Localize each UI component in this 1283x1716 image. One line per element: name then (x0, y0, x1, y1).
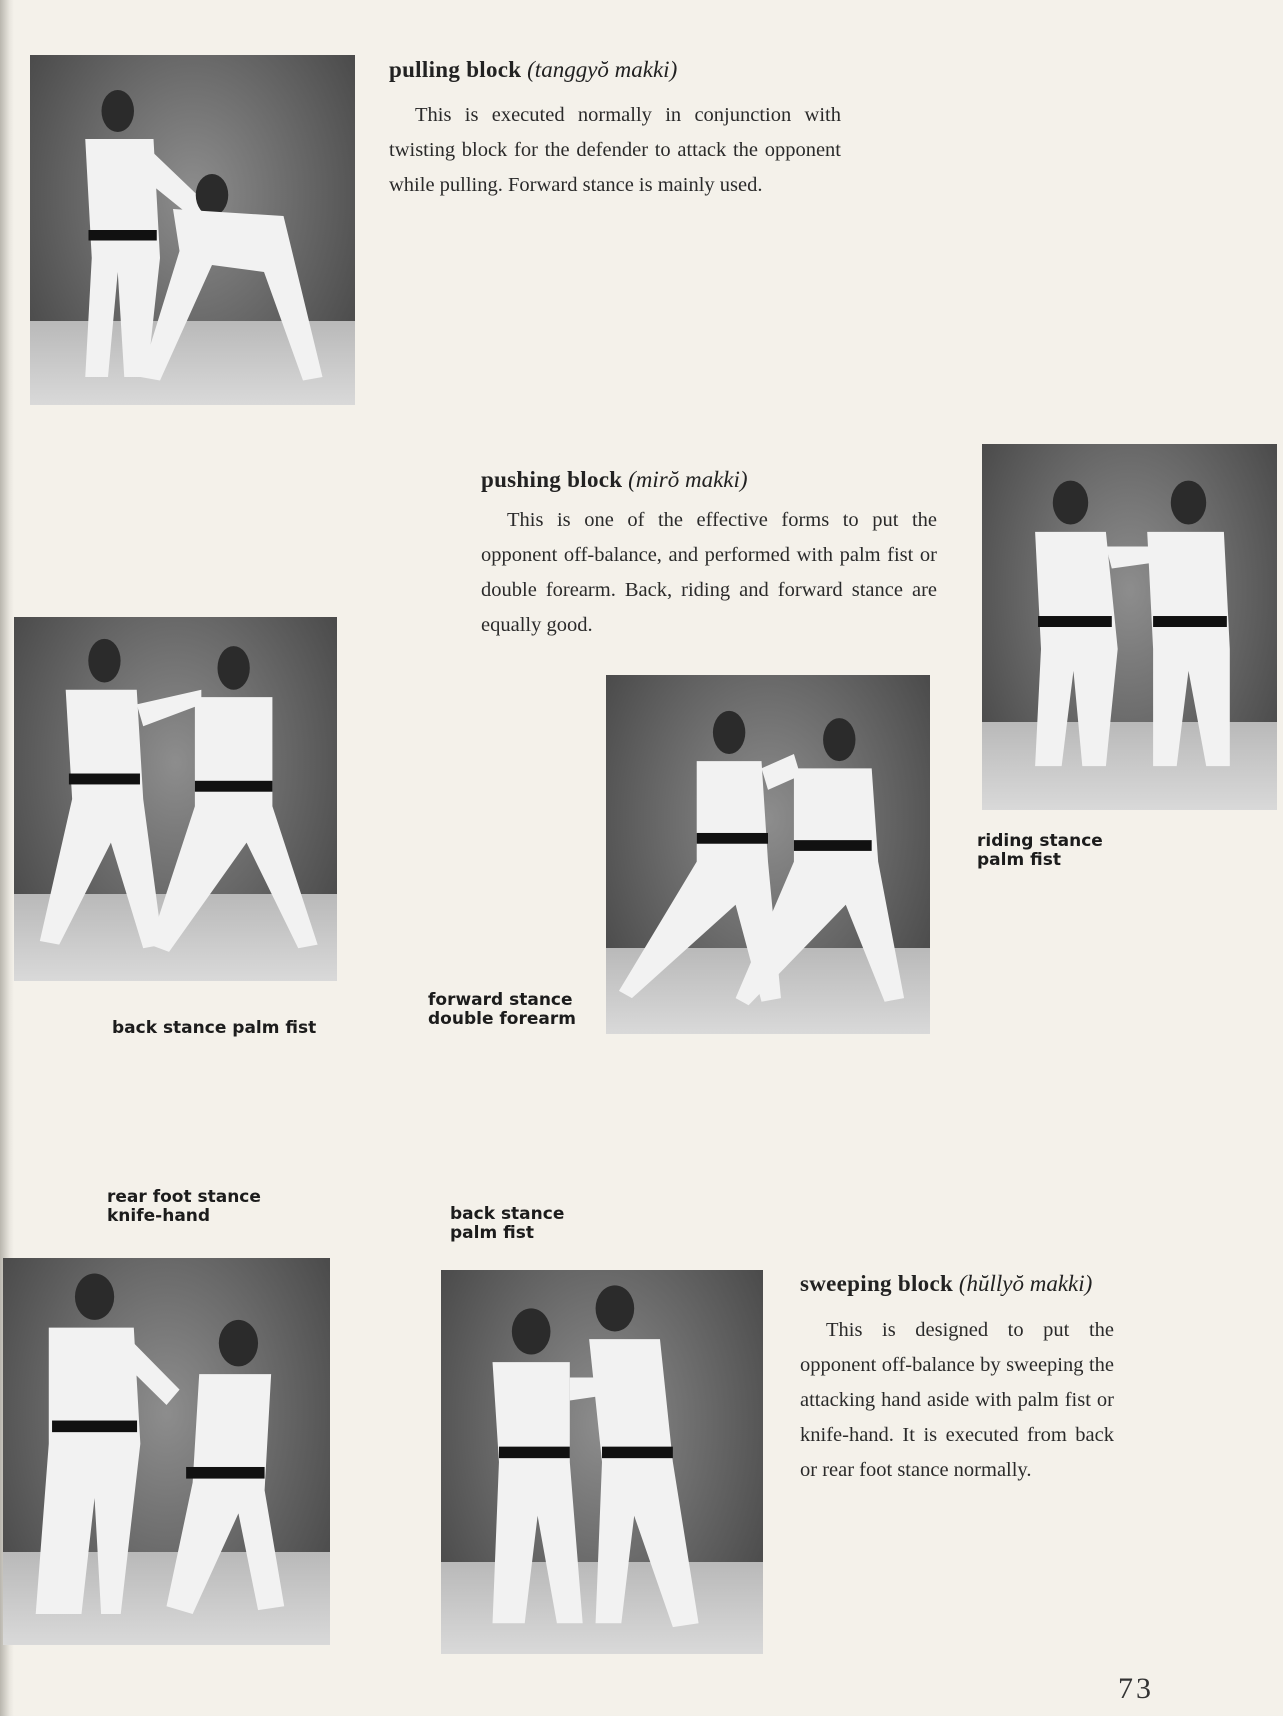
caption-line: back stance palm fist (112, 1018, 317, 1038)
photo-back-stance-palm-fist-left (14, 617, 337, 981)
photo-rear-foot-stance-knife-hand (3, 1258, 330, 1645)
pulling-block-description: This is executed normally in conjunction with twisting block for the defender to attack the opponent while pulling. Forward stance is mainly used. (389, 104, 841, 196)
caption-line: riding stance (977, 831, 1103, 851)
caption-line: knife-hand (107, 1206, 211, 1226)
photo-riding-stance-palm-fist (982, 444, 1277, 810)
sweeping-block-title-en: sweeping block (800, 1271, 954, 1296)
pushing-block-description: This is one of the effective forms to put the opponent off-balance, and performed with palm fist or double forearm. Back, riding and forward stance are equally good. (481, 509, 937, 636)
pushing-block-title-en: pushing block (481, 467, 623, 492)
caption-back-stance-palm-fist-bottom (450, 1205, 564, 1243)
pulling-block-title (389, 57, 677, 83)
caption-riding-stance-palm-fist (977, 832, 1103, 870)
sweeping-block-description: This is designed to put the opponent off-balance by sweeping the attacking hand aside with palm fist or knife-hand. It is executed from back or rear foot stance normally. (800, 1319, 1114, 1481)
photo-pulling-block (30, 55, 355, 405)
page-number: 73 (1118, 1672, 1154, 1705)
caption-line: palm fist (977, 850, 1061, 870)
caption-line: palm fist (450, 1223, 534, 1243)
caption-line: rear foot stance (107, 1187, 261, 1207)
caption-back-stance-palm-fist-left (112, 1019, 316, 1038)
photo-forward-stance-double-forearm (606, 675, 930, 1034)
caption-forward-stance-double-forearm (428, 991, 576, 1029)
pushing-block-title (481, 467, 748, 493)
pulling-block-title-en: pulling block (389, 57, 522, 82)
caption-line: back stance (450, 1204, 565, 1224)
caption-line: double forearm (428, 1009, 576, 1029)
pulling-block-title-ko: (tanggyŏ makki) (527, 57, 678, 82)
sweeping-block-title (800, 1271, 1092, 1297)
caption-line: forward stance (428, 990, 573, 1010)
photo-back-stance-palm-fist-bottom (441, 1270, 763, 1654)
pushing-block-title-ko: (mirŏ makki) (628, 467, 748, 492)
sweeping-block-title-ko: (hŭllyŏ makki) (958, 1271, 1093, 1296)
caption-rear-foot-stance-knife-hand (107, 1188, 261, 1226)
